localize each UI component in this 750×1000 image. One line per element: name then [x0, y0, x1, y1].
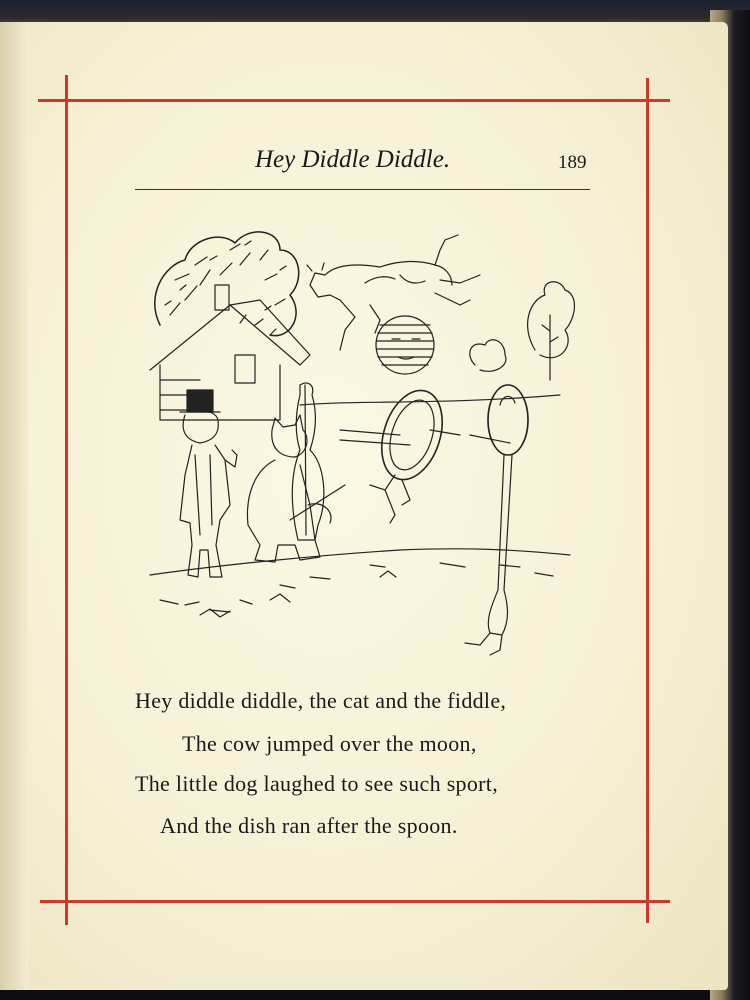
- field-hatching: [340, 430, 510, 445]
- tree-right: [470, 282, 575, 380]
- nursery-rhyme-illustration: [140, 205, 580, 670]
- dog-in-top-hat: [180, 390, 237, 577]
- page-number: 189: [558, 152, 587, 173]
- horizon-line: [300, 395, 560, 405]
- border-rule-bottom: [40, 900, 670, 903]
- cottage: [150, 285, 310, 420]
- border-rule-left: [65, 75, 68, 925]
- tree-left: [155, 232, 299, 336]
- cat-with-fiddle: [247, 383, 345, 562]
- verse-line: The cow jumped over the moon,: [182, 731, 477, 756]
- border-rule-top: [38, 99, 670, 102]
- moon-with-face: [376, 316, 434, 374]
- grass-tufts: [200, 571, 396, 617]
- running-head: Hey Diddle Diddle.: [255, 146, 451, 173]
- road-edge: [150, 549, 570, 575]
- header-rule: [135, 189, 590, 190]
- verse-line: And the dish ran after the spoon.: [160, 813, 458, 838]
- grass-strokes: [160, 563, 553, 612]
- spoon-running: [465, 385, 528, 655]
- page-gutter: [0, 22, 28, 990]
- dish-running: [370, 383, 453, 523]
- verse-line: The little dog laughed to see such sport,: [135, 771, 498, 796]
- verse-line: Hey diddle diddle, the cat and the fiddle,: [135, 688, 507, 713]
